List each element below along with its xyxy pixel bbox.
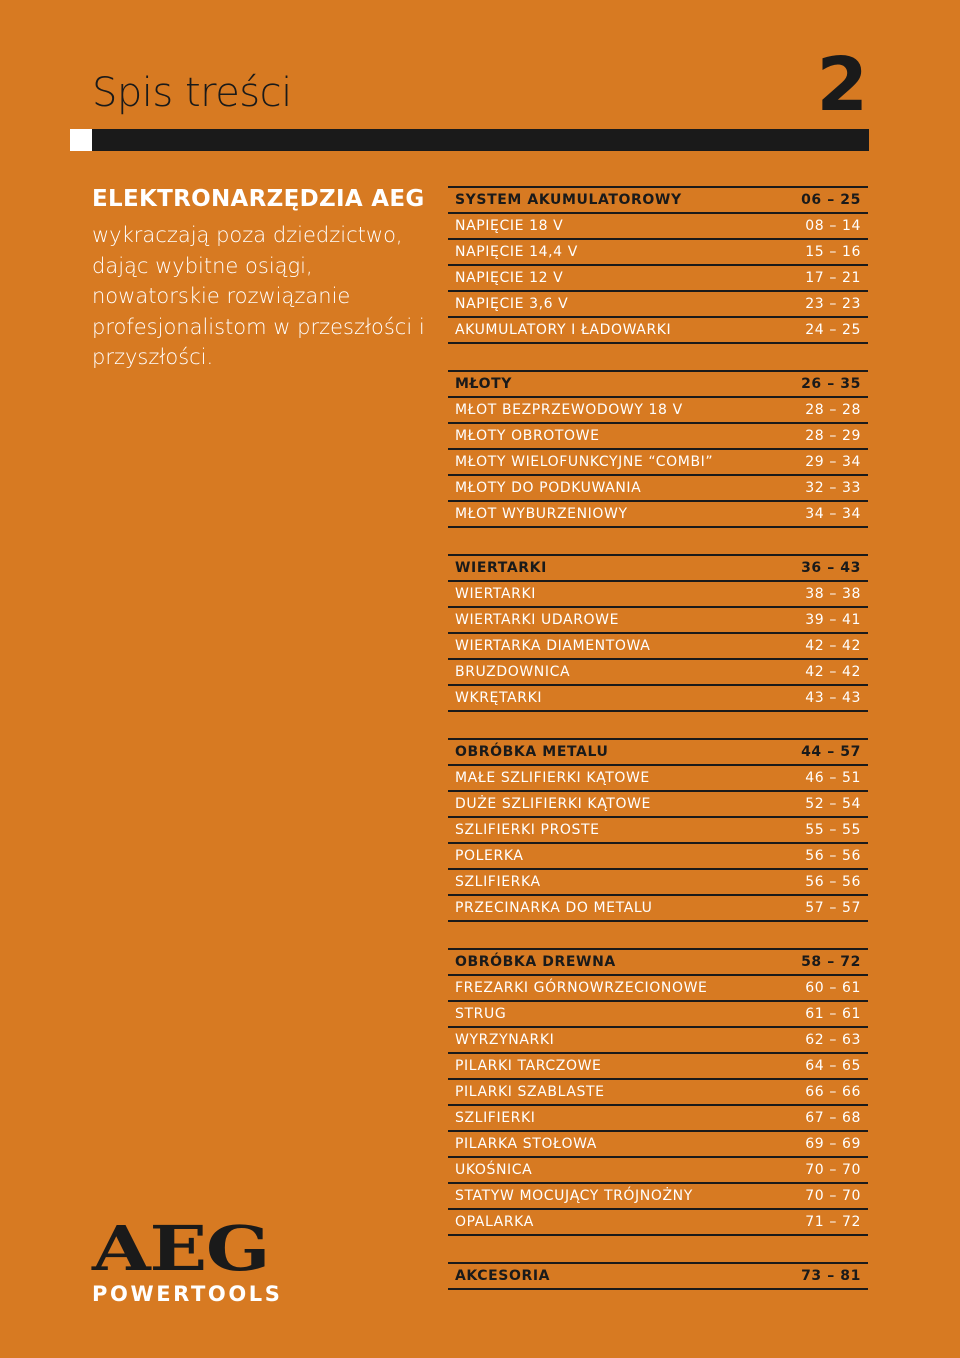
toc-entry-label: MŁOTY DO PODKUWANIA [455, 480, 642, 496]
toc-section-heading[interactable] [448, 186, 868, 212]
toc-entry[interactable] [448, 1026, 868, 1052]
toc-entry-label: NAPIĘCIE 12 V [455, 270, 564, 286]
toc-entry[interactable] [448, 1130, 868, 1156]
toc-page-range: 44 – 57 [801, 744, 861, 760]
logo-sub: POWERTOOLS [92, 1282, 283, 1306]
toc-page-range: 32 – 33 [805, 480, 861, 496]
toc-entry-label: AKUMULATORY I ŁADOWARKI [455, 322, 672, 338]
toc-page-range: 15 – 16 [805, 244, 861, 260]
toc-entry-label: NAPIĘCIE 3,6 V [455, 296, 569, 312]
toc-page-range: 36 – 43 [801, 560, 861, 576]
toc-entry-label: STATYW MOCUJĄCY TRÓJNOŻNY [455, 1188, 693, 1204]
toc-page-range: 08 – 14 [805, 218, 861, 234]
toc-entry-label: SZLIFIERKI [455, 1110, 536, 1126]
toc-entry[interactable] [448, 1078, 868, 1104]
toc-section-title: AKCESORIA [455, 1268, 551, 1284]
toc-page-range: 61 – 61 [805, 1006, 861, 1022]
page-title: Spis treści [92, 70, 292, 116]
toc-entry-label: PRZECINARKA DO METALU [455, 900, 653, 916]
toc-page-range: 71 – 72 [805, 1214, 861, 1230]
toc-entry-label: WIERTARKA DIAMENTOWA [455, 638, 651, 654]
toc-page-range: 64 – 65 [805, 1058, 861, 1074]
toc-page-range: 24 – 25 [805, 322, 861, 338]
toc-entry-label: POLERKA [455, 848, 524, 864]
toc-section [448, 554, 868, 712]
toc-page-range: 52 – 54 [805, 796, 861, 812]
toc-entry-label: MŁOT WYBURZENIOWY [455, 506, 628, 522]
toc-page-range: 60 – 61 [805, 980, 861, 996]
toc-page-range: 62 – 63 [805, 1032, 861, 1048]
toc-entry[interactable] [448, 894, 868, 922]
toc-page-range: 17 – 21 [805, 270, 861, 286]
toc-page-range: 57 – 57 [805, 900, 861, 916]
aeg-logo [92, 1212, 283, 1306]
toc-entry[interactable] [448, 816, 868, 842]
toc-page-range: 06 – 25 [801, 192, 861, 208]
toc-entry[interactable] [448, 842, 868, 868]
toc-page-range: 70 – 70 [805, 1188, 861, 1204]
toc-entry[interactable] [448, 790, 868, 816]
toc-entry[interactable] [448, 1182, 868, 1208]
toc-entry[interactable] [448, 264, 868, 290]
toc-page-range: 46 – 51 [805, 770, 861, 786]
toc-entry[interactable] [448, 1208, 868, 1236]
intro-body: wykraczają poza dziedzictwo, dając wybitne osiągi, nowatorskie rozwiązanie profesjonalistom w przeszłości i przyszłości. [92, 223, 425, 369]
toc-page-range: 34 – 34 [805, 506, 861, 522]
toc-section-title: OBRÓBKA METALU [455, 744, 609, 760]
toc-entry[interactable] [448, 658, 868, 684]
toc-section-title: WIERTARKI [455, 560, 547, 576]
toc-section-heading[interactable] [448, 1262, 868, 1290]
toc-page-range: 55 – 55 [805, 822, 861, 838]
toc-entry[interactable] [448, 1156, 868, 1182]
toc-section-heading[interactable] [448, 948, 868, 974]
toc-entry-label: MŁOT BEZPRZEWODOWY 18 V [455, 402, 683, 418]
toc-page-range: 56 – 56 [805, 848, 861, 864]
toc-section [448, 948, 868, 1236]
toc-section [448, 1262, 868, 1290]
toc-entry[interactable] [448, 396, 868, 422]
toc-entry[interactable] [448, 868, 868, 894]
toc-entry-label: WIERTARKI UDAROWE [455, 612, 620, 628]
toc-page-range: 28 – 28 [805, 402, 861, 418]
toc-entry-label: WKRĘTARKI [455, 690, 543, 706]
toc-entry[interactable] [448, 684, 868, 712]
toc-page-range: 26 – 35 [801, 376, 861, 392]
toc-entry-label: MŁOTY WIELOFUNKCYJNE “COMBI” [455, 454, 714, 470]
toc-entry-label: PILARKI SZABLASTE [455, 1084, 605, 1100]
toc-page-range: 70 – 70 [805, 1162, 861, 1178]
toc-entry[interactable] [448, 290, 868, 316]
toc-entry-label: MAŁE SZLIFIERKI KĄTOWE [455, 770, 650, 786]
toc-entry[interactable] [448, 500, 868, 528]
toc-entry-label: UKOŚNICA [455, 1162, 533, 1178]
toc-section-heading[interactable] [448, 554, 868, 580]
toc-section-title: MŁOTY [455, 376, 513, 392]
logo-brand: AEG [92, 1212, 270, 1285]
header-rule [70, 129, 869, 151]
toc-section-heading[interactable] [448, 738, 868, 764]
toc-entry[interactable] [448, 316, 868, 344]
toc-section [448, 738, 868, 922]
toc-page-range: 73 – 81 [801, 1268, 861, 1284]
header-marker [70, 129, 92, 151]
toc-entry-label: NAPIĘCIE 18 V [455, 218, 564, 234]
toc-page-range: 42 – 42 [805, 638, 861, 654]
toc-page-range: 23 – 23 [805, 296, 861, 312]
toc-entry-label: MŁOTY OBROTOWE [455, 428, 600, 444]
page-number: 2 [816, 42, 868, 128]
toc-section-title: OBRÓBKA DREWNA [455, 954, 616, 970]
toc-entry[interactable] [448, 606, 868, 632]
toc-page-range: 56 – 56 [805, 874, 861, 890]
toc-entry-label: PILARKA STOŁOWA [455, 1136, 597, 1152]
toc-page-range: 58 – 72 [801, 954, 861, 970]
toc-entry-label: FREZARKI GÓRNOWRZECIONOWE [455, 980, 708, 996]
toc-page-range: 43 – 43 [805, 690, 861, 706]
toc-page-range: 67 – 68 [805, 1110, 861, 1126]
toc-entry[interactable] [448, 632, 868, 658]
toc-entry-label: WYRZYNARKI [455, 1032, 555, 1048]
toc-entry[interactable] [448, 238, 868, 264]
toc-entry-label: SZLIFIERKA [455, 874, 541, 890]
toc-entry[interactable] [448, 1104, 868, 1130]
toc-entry-label: STRUG [455, 1006, 507, 1022]
toc-page-range: 29 – 34 [805, 454, 861, 470]
toc-entry[interactable] [448, 422, 868, 448]
toc-entry-label: WIERTARKI [455, 586, 537, 602]
toc-entry-label: NAPIĘCIE 14,4 V [455, 244, 578, 260]
toc-section [448, 186, 868, 344]
toc-entry[interactable] [448, 1052, 868, 1078]
toc-entry[interactable] [448, 448, 868, 474]
toc-entry[interactable] [448, 764, 868, 790]
intro [92, 186, 432, 373]
toc-page-range: 66 – 66 [805, 1084, 861, 1100]
toc-entry[interactable] [448, 974, 868, 1000]
toc-page-range: 69 – 69 [805, 1136, 861, 1152]
toc-section-heading[interactable] [448, 370, 868, 396]
toc-entry-label: BRUZDOWNICA [455, 664, 571, 680]
toc-section [448, 370, 868, 528]
toc-page-range: 39 – 41 [805, 612, 861, 628]
toc-page-range: 42 – 42 [805, 664, 861, 680]
intro-heading: ELEKTRONARZĘDZIA AEG [92, 186, 425, 212]
toc-page-range: 38 – 38 [805, 586, 861, 602]
toc-entry-label: DUŻE SZLIFIERKI KĄTOWE [455, 796, 651, 812]
toc-entry-label: PILARKI TARCZOWE [455, 1058, 602, 1074]
toc-entry[interactable] [448, 580, 868, 606]
toc-page-range: 28 – 29 [805, 428, 861, 444]
toc-entry[interactable] [448, 1000, 868, 1026]
toc-entry-label: OPALARKA [455, 1214, 534, 1230]
toc-entry[interactable] [448, 212, 868, 238]
toc-entry-label: SZLIFIERKI PROSTE [455, 822, 600, 838]
toc-section-title: SYSTEM AKUMULATOROWY [455, 192, 682, 208]
toc-entry[interactable] [448, 474, 868, 500]
table-of-contents [448, 186, 868, 1316]
